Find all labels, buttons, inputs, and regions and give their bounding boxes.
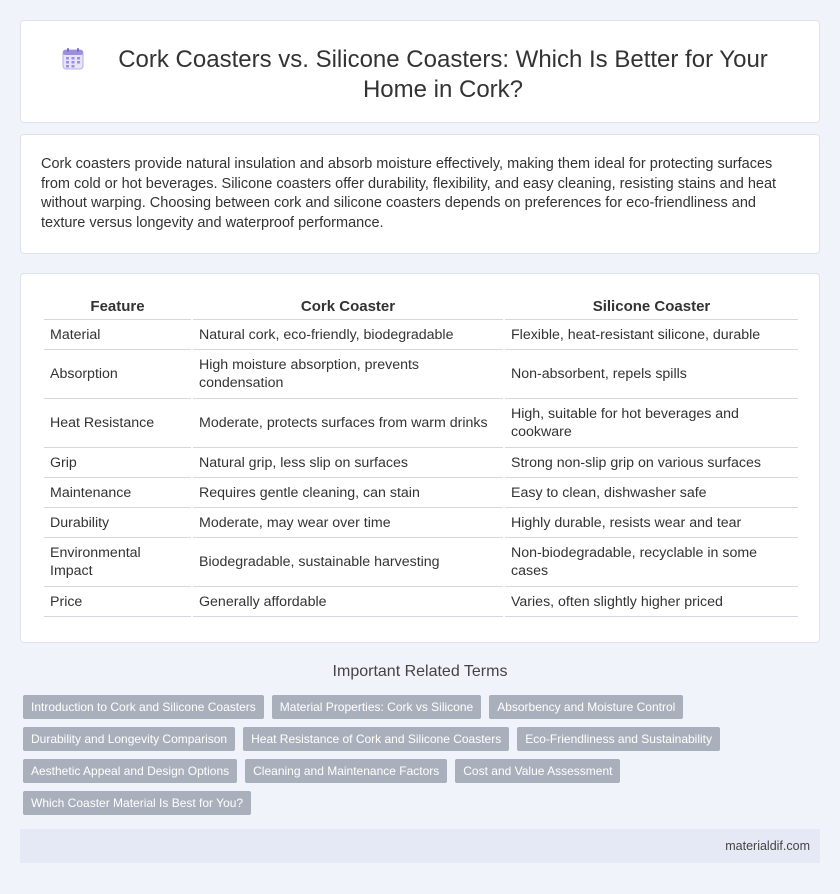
page-title: Cork Coasters vs. Silicone Coasters: Which Is Better for Your Home in Cork?	[118, 46, 768, 103]
table-row	[44, 448, 798, 478]
related-tag[interactable]: Cleaning and Maintenance Factors	[245, 759, 447, 783]
feature-cell: Price	[44, 587, 191, 617]
related-tag[interactable]: Cost and Value Assessment	[455, 759, 620, 783]
calendar-icon	[61, 47, 85, 71]
related-tag[interactable]: Which Coaster Material Is Best for You?	[23, 791, 251, 815]
feature-cell: Maintenance	[44, 478, 191, 508]
table-row	[44, 320, 798, 350]
comparison-card	[20, 273, 820, 643]
related-tag[interactable]: Eco-Friendliness and Sustainability	[517, 727, 720, 751]
feature-cell: Environmental Impact	[44, 538, 191, 587]
related-tag[interactable]: Material Properties: Cork vs Silicone	[272, 695, 481, 719]
title-card	[20, 20, 820, 123]
cork-cell: Natural cork, eco-friendly, biodegradable	[193, 320, 503, 350]
cork-cell: Requires gentle cleaning, can stain	[193, 478, 503, 508]
table-row	[44, 508, 798, 538]
feature-cell: Durability	[44, 508, 191, 538]
silicone-cell: Easy to clean, dishwasher safe	[505, 478, 798, 508]
related-tag[interactable]: Durability and Longevity Comparison	[23, 727, 235, 751]
cork-cell: Moderate, may wear over time	[193, 508, 503, 538]
silicone-cell: Varies, often slightly higher priced	[505, 587, 798, 617]
comparison-table	[42, 294, 800, 617]
intro-paragraph: Cork coasters provide natural insulation and absorb moisture effectively, making them ideal for protecting surfaces from cold or hot beverages. Silicone coasters offer durability, flexibility, and easy cleaning, resisting stains and heat without warping. Choosing between cork and silicone coasters depends on preferences for eco-friendliness and texture versus longevity and waterproof performance.	[41, 156, 777, 231]
table-header-row	[44, 294, 798, 320]
related-tags	[23, 695, 823, 823]
feature-cell: Material	[44, 320, 191, 350]
footer-site-name[interactable]: materialdif.com	[725, 839, 810, 853]
feature-cell: Grip	[44, 448, 191, 478]
feature-cell: Absorption	[44, 350, 191, 399]
cork-cell: Moderate, protects surfaces from warm drinks	[193, 399, 503, 448]
related-tag[interactable]: Introduction to Cork and Silicone Coasters	[23, 695, 264, 719]
table-row	[44, 350, 798, 399]
header-cork: Cork Coaster	[193, 294, 503, 320]
related-terms-title: Important Related Terms	[332, 663, 508, 680]
feature-cell: Heat Resistance	[44, 399, 191, 448]
table-row	[44, 587, 798, 617]
silicone-cell: Non-biodegradable, recyclable in some cases	[505, 538, 798, 587]
cork-cell: Generally affordable	[193, 587, 503, 617]
silicone-cell: Flexible, heat-resistant silicone, durable	[505, 320, 798, 350]
related-tag[interactable]: Heat Resistance of Cork and Silicone Coasters	[243, 727, 509, 751]
silicone-cell: Highly durable, resists wear and tear	[505, 508, 798, 538]
silicone-cell: Non-absorbent, repels spills	[505, 350, 798, 399]
header-silicone: Silicone Coaster	[505, 294, 798, 320]
related-tag[interactable]: Absorbency and Moisture Control	[489, 695, 683, 719]
silicone-cell: High, suitable for hot beverages and cookware	[505, 399, 798, 448]
silicone-cell: Strong non-slip grip on various surfaces	[505, 448, 798, 478]
cork-cell: High moisture absorption, prevents condensation	[193, 350, 503, 399]
cork-cell: Natural grip, less slip on surfaces	[193, 448, 503, 478]
intro-card	[20, 134, 820, 254]
table-row	[44, 399, 798, 448]
header-feature: Feature	[44, 294, 191, 320]
footer	[20, 829, 820, 863]
cork-cell: Biodegradable, sustainable harvesting	[193, 538, 503, 587]
table-row	[44, 538, 798, 587]
table-row	[44, 478, 798, 508]
related-tag[interactable]: Aesthetic Appeal and Design Options	[23, 759, 237, 783]
